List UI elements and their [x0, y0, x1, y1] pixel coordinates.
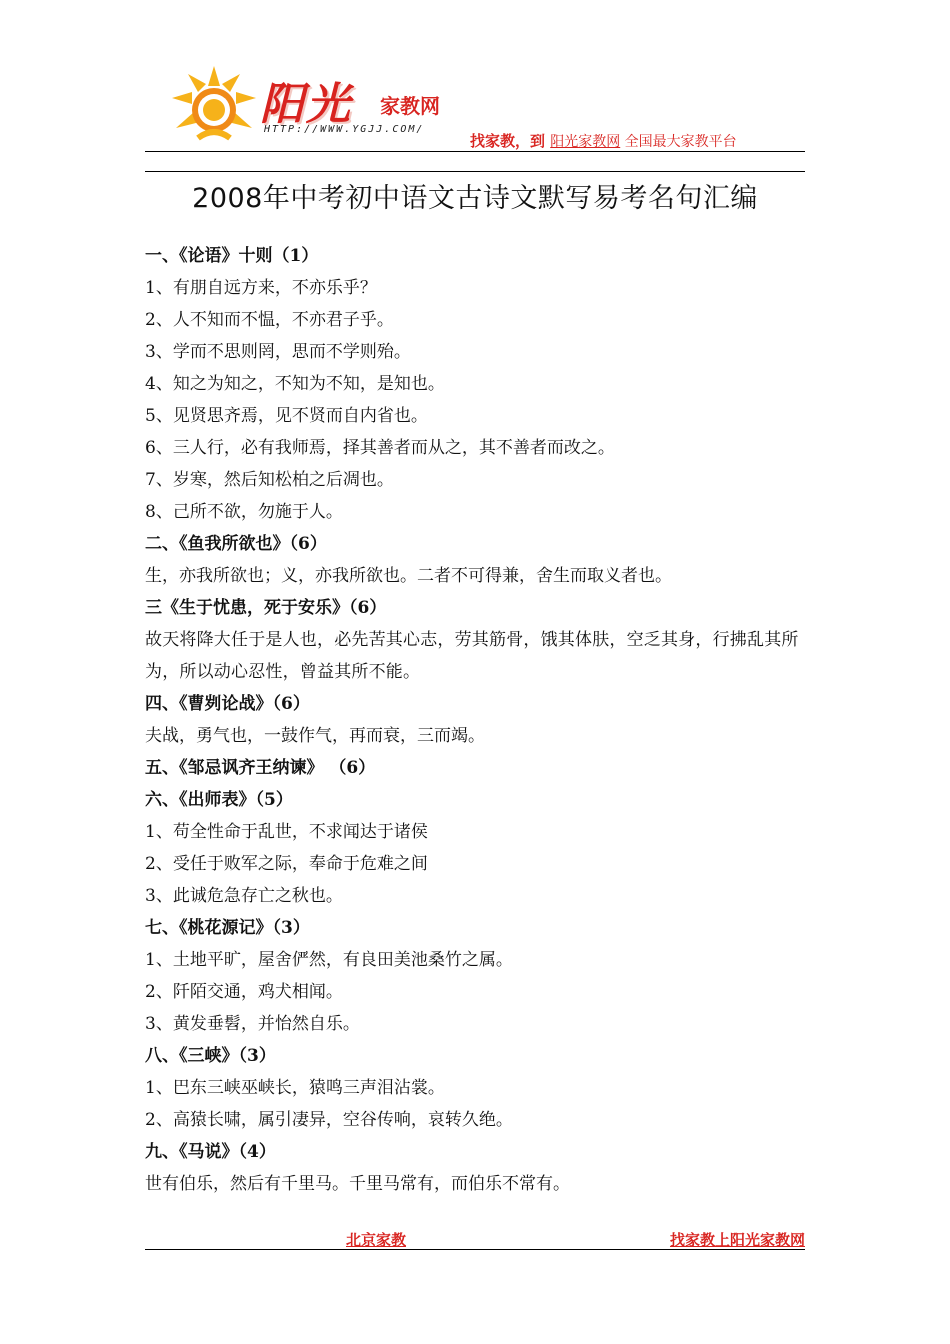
logo-url: HTTP://WWW.YGJJ.COM/	[264, 124, 425, 135]
slogan-link[interactable]: 阳光家教网	[550, 134, 621, 150]
sun-icon	[168, 64, 260, 144]
footer-rule	[145, 1249, 805, 1250]
quote-line: 8、己所不欲，勿施于人。	[145, 502, 343, 522]
quote-line: 3、黄发垂髫，并怡然自乐。	[145, 1014, 360, 1034]
quote-line: 世有伯乐，然后有千里马。千里马常有，而伯乐不常有。	[145, 1174, 570, 1194]
document-title: 2008年中考初中语文古诗文默写易考名句汇编	[192, 183, 758, 214]
header-rule	[145, 151, 805, 152]
section-heading: 六、《出师表》（5）	[145, 790, 293, 810]
quote-line: 3、此诚危急存亡之秋也。	[145, 886, 343, 906]
header-slogan	[470, 130, 737, 151]
quote-line: 7、岁寒，然后知松柏之后凋也。	[145, 470, 394, 490]
document-body	[145, 240, 810, 1200]
quote-line: 2、人不知而不愠，不亦君子乎。	[145, 310, 394, 330]
section-heading: 一、《论语》十则（1）	[145, 246, 319, 266]
quote-line: 故天将降大任于是人也，必先苦其心志，劳其筋骨，饿其体肤，空乏其身，行拂乱其所为，所以动心忍性，曾益其所不能。	[145, 630, 799, 682]
quote-line: 2、受任于败军之际，奉命于危难之间	[145, 854, 428, 874]
quote-line: 夫战，勇气也，一鼓作气，再而衰，三而竭。	[145, 726, 485, 746]
quote-line: 5、见贤思齐焉，见不贤而自内省也。	[145, 406, 428, 426]
logo-sub-text: 家教网	[380, 94, 440, 118]
quote-line: 1、有朋自远方来，不亦乐乎？	[145, 278, 377, 298]
quote-line: 6、三人行，必有我师焉，择其善者而从之，其不善者而改之。	[145, 438, 615, 458]
quote-line: 1、巴东三峡巫峡长，猿鸣三声泪沾裳。	[145, 1078, 445, 1098]
quote-line: 2、阡陌交通，鸡犬相闻。	[145, 982, 343, 1002]
section-heading: 四、《曹刿论战》（6）	[145, 694, 310, 714]
quote-line: 4、知之为知之，不知为不知，是知也。	[145, 374, 445, 394]
section-heading: 九、《马说》（4）	[145, 1142, 276, 1162]
section-heading: 三《生于忧患，死于安乐》（6）	[145, 598, 387, 618]
quote-line: 生，亦我所欲也；义，亦我所欲也。二者不可得兼，舍生而取义者也。	[145, 566, 672, 586]
quote-line: 1、土地平旷，屋舍俨然，有良田美池桑竹之属。	[145, 950, 513, 970]
section-heading: 五、《邹忌讽齐王纳谏》 （6）	[145, 758, 376, 778]
section-heading: 七、《桃花源记》（3）	[145, 918, 310, 938]
footer-link-site[interactable]: 找家教上阳光家教网	[669, 1231, 805, 1249]
slogan-part-3: 全国最大家教平台	[620, 134, 737, 150]
title-rule	[145, 171, 805, 172]
section-heading: 八、《三峡》（3）	[145, 1046, 276, 1066]
site-logo[interactable]	[168, 64, 478, 144]
slogan-part-1: 找家教，到	[470, 132, 551, 150]
quote-line: 1、苟全性命于乱世，不求闻达于诸侯	[145, 822, 428, 842]
quote-line: 3、学而不思则罔，思而不学则殆。	[145, 342, 411, 362]
footer-link-beijing[interactable]: 北京家教	[346, 1231, 407, 1249]
logo-main-text: 阳光	[260, 79, 352, 130]
section-heading: 二、《鱼我所欲也》（6）	[145, 534, 327, 554]
quote-line: 2、高猿长啸，属引凄异，空谷传响，哀转久绝。	[145, 1110, 513, 1130]
